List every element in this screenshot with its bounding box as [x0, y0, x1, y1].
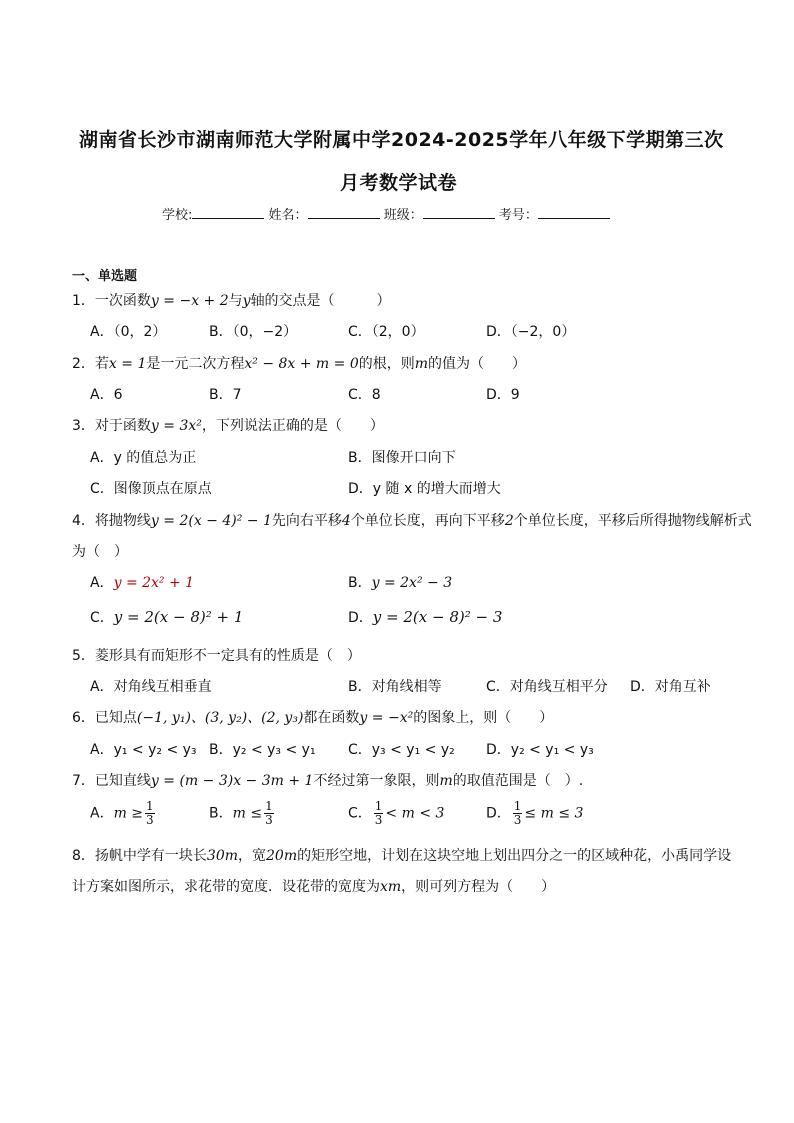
- q2-option-d[interactable]: D．9: [486, 387, 520, 403]
- class-label: 班级：: [383, 208, 423, 223]
- q4-option-b[interactable]: B．y = 2x² − 3: [348, 575, 453, 591]
- q4-option-c[interactable]: C．y = 2(x − 8)² + 1: [90, 608, 244, 626]
- fraction-one-third: $\frac{1}{3}$: [146, 799, 154, 827]
- q3-option-b[interactable]: B．图像开口向下: [348, 450, 456, 466]
- question-7: 7．已知直线y = (m − 3)x − 3m + 1不经过第一象限，则m的取值范围是（ ）.: [72, 773, 584, 789]
- q5-option-a[interactable]: A．对角线互相垂直: [90, 679, 212, 695]
- question-4-line2: 为（ ）: [72, 544, 128, 560]
- id-label: 考号：: [498, 208, 538, 223]
- name-blank: [308, 206, 380, 219]
- fraction-one-third: $\frac{1}{3}$: [374, 799, 383, 827]
- section-heading: 一、单选题: [72, 269, 138, 284]
- student-info-line: [162, 204, 610, 223]
- q6-option-b[interactable]: B．y₂ < y₃ < y₁: [209, 742, 316, 758]
- id-blank: [538, 206, 610, 219]
- question-6: 6．已知点(−1, y₁)、(3, y₂)、(2, y₃)都在函数y = −x²的图象上，则（ ）: [72, 710, 554, 726]
- q1-option-a[interactable]: A．（0，2）: [90, 324, 167, 340]
- q5-option-d[interactable]: D．对角互补: [630, 679, 711, 695]
- q7-option-c[interactable]: C． $\frac{1}{3}$ < m < 3: [348, 799, 445, 827]
- q1-function: y = −x + 2: [150, 293, 229, 309]
- school-label: 学校:: [162, 208, 193, 223]
- q3-option-c[interactable]: C．图像顶点在原点: [90, 481, 212, 497]
- q4-option-d[interactable]: D．y = 2(x − 8)² − 3: [348, 608, 503, 626]
- question-8-line2: 计方案如图所示，求花带的宽度．设花带的宽度为xm，则可列方程为（ ）: [72, 879, 556, 895]
- q7-option-d[interactable]: D． $\frac{1}{3}$ ≤ m ≤ 3: [486, 799, 584, 827]
- q7-option-b[interactable]: B．m ≤ $\frac{1}{3}$: [209, 799, 273, 827]
- page-title-line2: 月考数学试卷: [340, 172, 458, 194]
- fraction-one-third: $\frac{1}{3}$: [265, 799, 273, 827]
- question-2: 2．若x = 1是一元二次方程x² − 8x + m = 0的根，则m的值为（ ）: [72, 356, 527, 372]
- q3-option-a[interactable]: A．y 的值总为正: [90, 450, 197, 466]
- question-3: 3．对于函数y = 3x²，下列说法正确的是（ ）: [72, 418, 384, 434]
- question-8: 8．扬帆中学有一块长30m，宽20m的矩形空地，计划在这块空地上划出四分之一的区域种花，小禹同学设: [72, 848, 732, 864]
- q6-option-a[interactable]: A．y₁ < y₂ < y₃: [90, 742, 197, 758]
- q1-option-d[interactable]: D．（−2，0）: [486, 324, 576, 340]
- q4-option-a[interactable]: A．y = 2x² + 1: [90, 575, 195, 591]
- q2-option-c[interactable]: C．8: [348, 387, 381, 403]
- q3-option-d[interactable]: D．y 随 x 的增大而增大: [348, 481, 501, 497]
- fraction-one-third: $\frac{1}{3}$: [513, 799, 522, 827]
- class-blank: [423, 206, 495, 219]
- school-blank: [192, 206, 264, 219]
- q5-option-c[interactable]: C．对角线互相平分: [486, 679, 608, 695]
- page-title-line1: 湖南省长沙市湖南师范大学附属中学2024-2025学年八年级下学期第三次: [79, 129, 724, 151]
- name-label: 姓名：: [268, 208, 308, 223]
- q1-option-b[interactable]: B．（0，−2）: [209, 324, 298, 340]
- q1-option-c[interactable]: C．（2，0）: [348, 324, 425, 340]
- q6-option-c[interactable]: C．y₃ < y₁ < y₂: [348, 742, 455, 758]
- q2-option-b[interactable]: B．7: [209, 387, 242, 403]
- q7-option-a[interactable]: A．m ≥ $\frac{1}{3}$: [90, 799, 154, 827]
- q6-option-d[interactable]: D．y₂ < y₁ < y₃: [486, 742, 594, 758]
- question-5: 5．菱形具有而矩形不一定具有的性质是（ ）: [72, 648, 361, 664]
- q2-option-a[interactable]: A．6: [90, 387, 123, 403]
- question-4: 4．将抛物线y = 2(x − 4)² − 1先向右平移4个单位长度，再向下平移2个单位长度，平移后所得抛物线解析式: [72, 513, 752, 529]
- q5-option-b[interactable]: B．对角线相等: [348, 679, 442, 695]
- question-1: 1．一次函数y = −x + 2与y轴的交点是（ ）: [72, 293, 391, 309]
